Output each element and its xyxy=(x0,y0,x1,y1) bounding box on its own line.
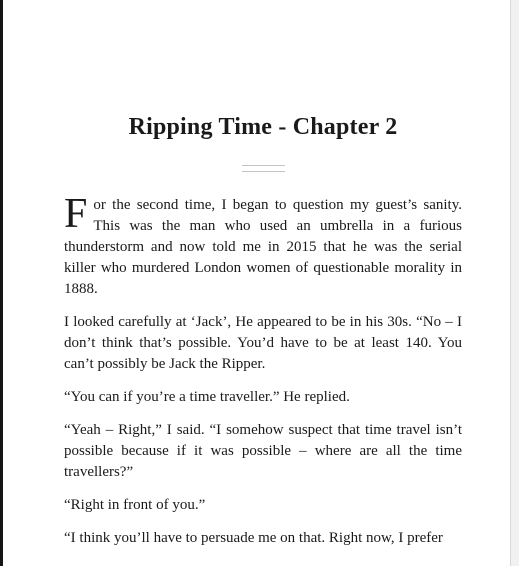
title-divider xyxy=(242,165,285,173)
left-edge xyxy=(0,0,3,566)
paragraph-1-text: or the second time, I began to question my guest’s sanity. This was the man who used an umbrella in a furious thunderstorm and now told me in 2015 that he was the serial killer who murdered London women of questionable morality in 1888. xyxy=(64,197,462,297)
divider-line-bottom xyxy=(242,171,285,172)
drop-cap: F xyxy=(64,191,88,237)
paragraph-1 xyxy=(64,191,462,300)
scrollbar[interactable] xyxy=(510,0,519,566)
chapter-body xyxy=(64,191,462,561)
paragraph-2: I looked carefully at ‘Jack’, He appeared to be in his 30s. “No – I don’t think that’s possible. You’d have to be at least 140. You can’t possibly be Jack the Ripper. xyxy=(64,314,462,372)
paragraph-4: “Yeah – Right,” I said. “I somehow suspect that time travel isn’t possible because if it was possible – where are all the time travellers?” xyxy=(64,422,462,480)
paragraph-3: “You can if you’re a time traveller.” He replied. xyxy=(64,389,350,405)
chapter-title: Ripping Time - Chapter 2 xyxy=(128,114,398,140)
paragraph-5: “Right in front of you.” xyxy=(64,497,206,513)
divider-line-top xyxy=(242,165,285,166)
paragraph-6: “I think you’ll have to persuade me on that. Right now, I prefer xyxy=(64,530,443,546)
